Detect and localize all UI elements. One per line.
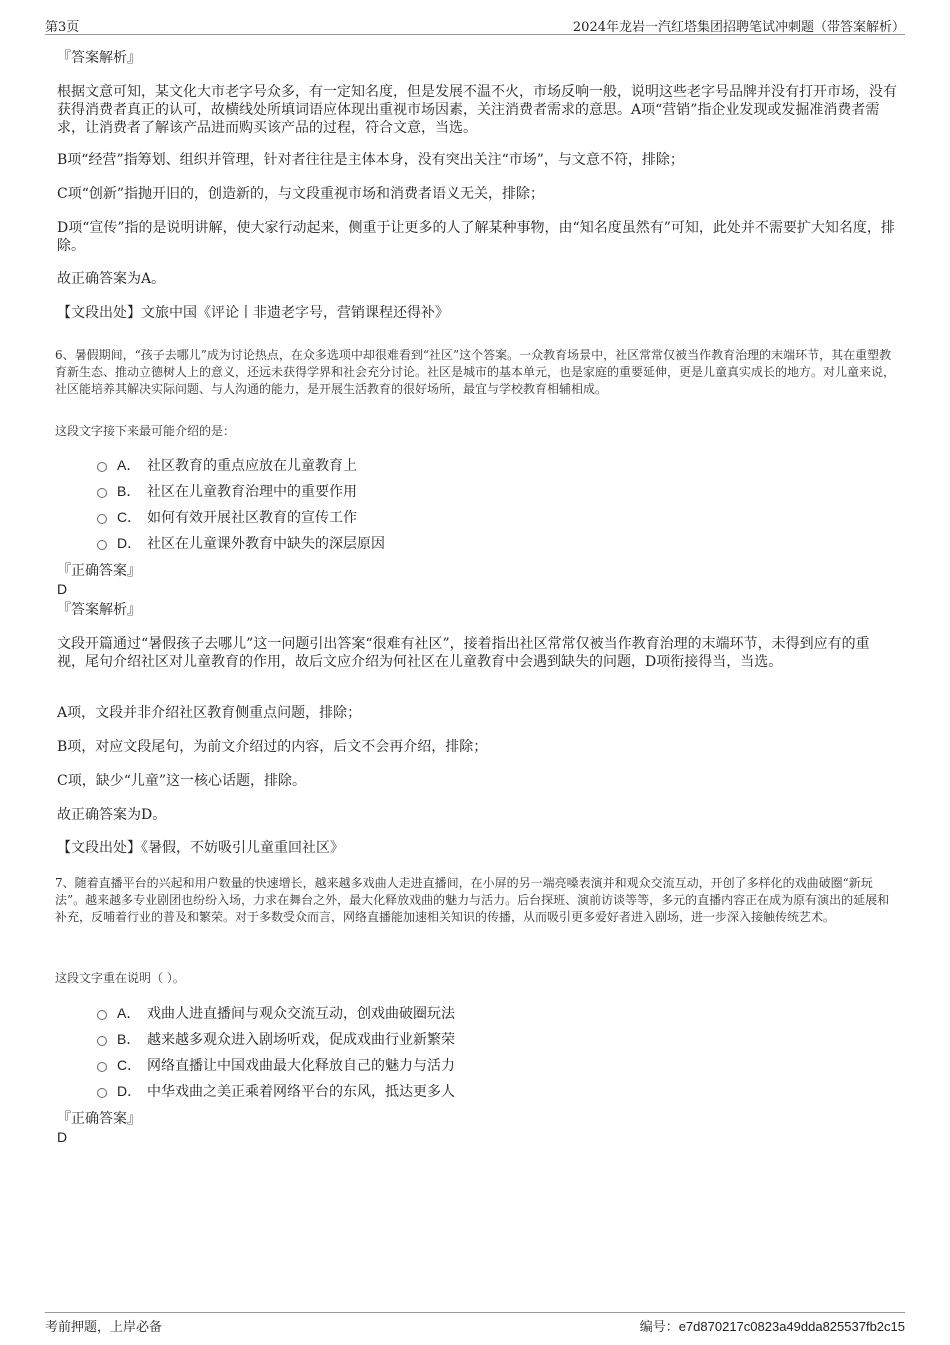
radio-icon[interactable] (97, 1010, 107, 1020)
option-c[interactable]: C． 网络直播让中国戏曲最大化释放自己的魅力与活力 (97, 1056, 455, 1075)
page-header (45, 14, 905, 35)
footer-slogan: 考前押题，上岸必备 (45, 1320, 163, 1335)
question-text: 6、暑假期间，“孩子去哪儿”成为讨论热点，在众多选项中却很难看到“社区”这个答案。一众教育场景中，社区常常仅被当作教育治理的末端环节，其在重塑教育新生态、推动立德树人上的意义，还远未获得学界和社会充分讨论。社区是城市的基本单元，也是家庭的重要延伸，更是儿童真实成长的地方。对儿童来说，社区能培养其解决实际问题、与人沟通的能力，是开展生活教育的很好场所，最宜与学校教育相辅相成。 (55, 348, 896, 396)
radio-icon[interactable] (97, 514, 107, 524)
radio-icon[interactable] (97, 462, 107, 472)
option-a[interactable]: A． 戏曲人进直播间与观众交流互动，创戏曲破圈玩法 (97, 1004, 455, 1023)
analysis-label: 『答案解析』 (57, 50, 141, 66)
analysis-conclusion: 故正确答案为D。 (57, 807, 167, 823)
option-d[interactable]: D． 社区在儿童课外教育中缺失的深层原因 (97, 534, 385, 553)
analysis-paragraph: B项“经营”指筹划、组织并管理，针对者往往是主体本身，没有突出关注“市场”，与文意不符，排除； (57, 152, 684, 168)
correct-answer: D (57, 581, 68, 597)
analysis-conclusion: 故正确答案为A。 (57, 271, 166, 287)
correct-answer-label: 『正确答案』 (57, 563, 141, 579)
radio-icon[interactable] (97, 488, 107, 498)
option-b[interactable]: B． 越来越多观众进入剧场听戏，促成戏曲行业新繁荣 (97, 1030, 455, 1049)
analysis-paragraph: B项，对应文段尾句，为前文介绍过的内容，后文不会再介绍，排除； (57, 739, 488, 755)
question-text: 7、随着直播平台的兴起和用户数量的快速增长，越来越多戏曲人走进直播间，在小屏的另一端亮嗓表演并和观众交流互动，开创了多样化的戏曲破圈“新玩法”。越来越多专业剧团也纷纷入场，力求在舞台之外，最大化释放戏曲的魅力与活力。后台探班、演前访谈等等，多元的直播内容正在成为原有演出的延展和补充，反哺着行业的普及和繁荣。对于多数受众而言，网络直播能加速相关知识的传播，从而吸引更多爱好者进入剧场，进一步深入接触传统艺术。 (55, 876, 890, 924)
analysis-paragraph: 文段开篇通过“暑假孩子去哪儿”这一问题引出答案“很难有社区”，接着指出社区常常仅被当作教育治理的末端环节，未得到应有的重视，尾句介绍社区对儿童教育的作用，故后文应介绍为何社区在儿童教育中会遇到缺失的问题，D项衔接得当，当选。 (57, 636, 870, 670)
correct-answer: D (57, 1129, 68, 1145)
correct-answer-label: 『正确答案』 (57, 1111, 141, 1127)
source-citation: 【文段出处】文旅中国《评论丨非遗老字号，营销课程还得补》 (57, 305, 449, 321)
radio-icon[interactable] (97, 1062, 107, 1072)
document-title: 2024年龙岩一汽红塔集团招聘笔试冲刺题（带答案解析） (572, 20, 905, 35)
document-id: 编号：e7d870217c0823a49dda825537fb2c15 (639, 1319, 905, 1334)
option-b[interactable]: B． 社区在儿童教育治理中的重要作用 (97, 482, 357, 501)
source-citation: 【文段出处】《暑假，不妨吸引儿童重回社区》 (57, 840, 344, 856)
radio-icon[interactable] (97, 1036, 107, 1046)
question-prompt: 这段文字接下来最可能介绍的是： (55, 424, 236, 438)
analysis-paragraph: 根据文意可知，某文化大市老字号众多，有一定知名度，但是发展不温不火，市场反响一般，说明这些老字号品牌并没有打开市场，没有获得消费者真正的认可，故横线处所填词语应体现出重视市场因素，关注消费者需求的意思。A项“营销”指企业发现或发掘准消费者需求，让消费者了解该产品进而购买该产品的过程，符合文意，当选。 (57, 84, 897, 136)
option-d[interactable]: D． 中华戏曲之美正乘着网络平台的东风，抵达更多人 (97, 1082, 455, 1101)
option-c[interactable]: C． 如何有效开展社区教育的宣传工作 (97, 508, 357, 527)
analysis-paragraph: A项，文段并非介绍社区教育侧重点问题，排除； (57, 705, 362, 721)
question-prompt: 这段文字重在说明（ ）。 (55, 971, 185, 985)
radio-icon[interactable] (97, 540, 107, 550)
analysis-paragraph: C项，缺少“儿童”这一核心话题，排除。 (57, 773, 307, 789)
analysis-paragraph: C项“创新”指抛开旧的，创造新的，与文段重视市场和消费者语义无关，排除； (57, 186, 545, 202)
analysis-label: 『答案解析』 (57, 602, 141, 618)
analysis-paragraph: D项“宣传”指的是说明讲解，使大家行动起来，侧重于让更多的人了解某种事物，由“知名度虽然有”可知，此处并不需要扩大知名度，排除。 (57, 220, 895, 254)
radio-icon[interactable] (97, 1088, 107, 1098)
page-number: 第3页 (45, 20, 80, 35)
page-footer (45, 1312, 905, 1335)
option-a[interactable]: A． 社区教育的重点应放在儿童教育上 (97, 456, 357, 475)
